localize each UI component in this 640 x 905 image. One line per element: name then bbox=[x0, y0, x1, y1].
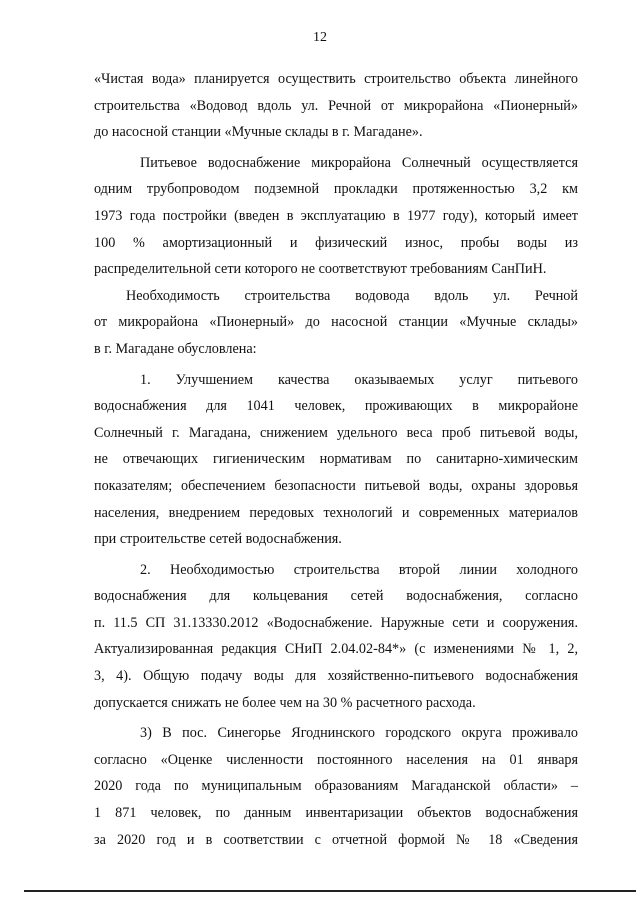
text-line: от микрорайона «Пионерный» до насосной станции «Мучные склады» bbox=[94, 314, 578, 331]
text-line: одним трубопроводом подземной прокладки протяженностью 3,2 км bbox=[94, 181, 578, 198]
list-item-line: водоснабжения для кольцевания сетей водоснабжения, согласно bbox=[94, 588, 578, 605]
text-line: строительства «Водовод вдоль ул. Речной от микрорайона «Пионерный» bbox=[94, 97, 578, 114]
list-item-line: населения, внедрением передовых технологий и современных материалов bbox=[94, 504, 578, 521]
text-line: «Чистая вода» планируется осуществить строительство объекта линейного bbox=[94, 71, 578, 87]
list-item-line: водоснабжения для 1041 человек, проживающих в микрорайоне bbox=[94, 398, 578, 415]
list-item-line: допускается снижать не более чем на 30 % расчетного расхода. bbox=[94, 694, 476, 711]
text-line: распределительной сети которого не соответствуют требованиям СанПиН. bbox=[94, 261, 547, 278]
list-item-line: 1 871 человек, по данным инвентаризации объектов водоснабжения bbox=[94, 805, 578, 822]
text-line: Питьевое водоснабжение микрорайона Солнечный осуществляется bbox=[140, 154, 578, 171]
list-item-line: 2020 года по муниципальным образованиям Магаданской области» – bbox=[94, 778, 578, 795]
list-item-line: согласно «Оценке численности постоянного населения на 01 января bbox=[94, 751, 578, 768]
list-item-line: п. 11.5 СП 31.13330.2012 «Водоснабжение. Наружные сети и сооружения. bbox=[94, 614, 578, 631]
list-item-line: 3, 4). Общую подачу воды для хозяйственно-питьевого водоснабжения bbox=[94, 668, 578, 685]
list-item-line: при строительстве сетей водоснабжения. bbox=[94, 531, 342, 548]
list-item-line: Солнечный г. Магадана, снижением удельного веса проб питьевой воды, bbox=[94, 424, 578, 441]
document-body bbox=[94, 66, 578, 853]
text-line: до насосной станции «Мучные склады в г. Магадане». bbox=[94, 124, 423, 141]
page-number: 12 bbox=[313, 30, 327, 45]
text-line: 1973 года постройки (введен в эксплуатацию в 1977 году), который имеет bbox=[94, 207, 578, 224]
list-item-line: за 2020 год и в соответствии с отчетной формой № 18 «Сведения bbox=[94, 831, 578, 848]
list-item-line: не отвечающих гигиеническим нормативам по санитарно-химическим bbox=[94, 451, 578, 468]
text-line: в г. Магадане обусловлена: bbox=[94, 340, 257, 357]
text-line: Необходимость строительства водовода вдоль ул. Речной bbox=[126, 287, 578, 304]
list-item-line: 2. Необходимостью строительства второй линии холодного bbox=[140, 561, 578, 578]
list-item-line: показателям; обеспечением безопасности питьевой воды, охраны здоровья bbox=[94, 477, 578, 494]
list-item-line: 3) В пос. Синегорье Ягоднинского городского округа проживало bbox=[140, 725, 578, 742]
list-item-line: 1. Улучшением качества оказываемых услуг питьевого bbox=[140, 371, 578, 388]
bottom-rule bbox=[24, 890, 636, 892]
text-line: 100 % амортизационный и физический износ, пробы воды из bbox=[94, 234, 578, 251]
list-item-line: Актуализированная редакция СНиП 2.04.02-84*» (с изменениями № 1, 2, bbox=[94, 641, 578, 658]
